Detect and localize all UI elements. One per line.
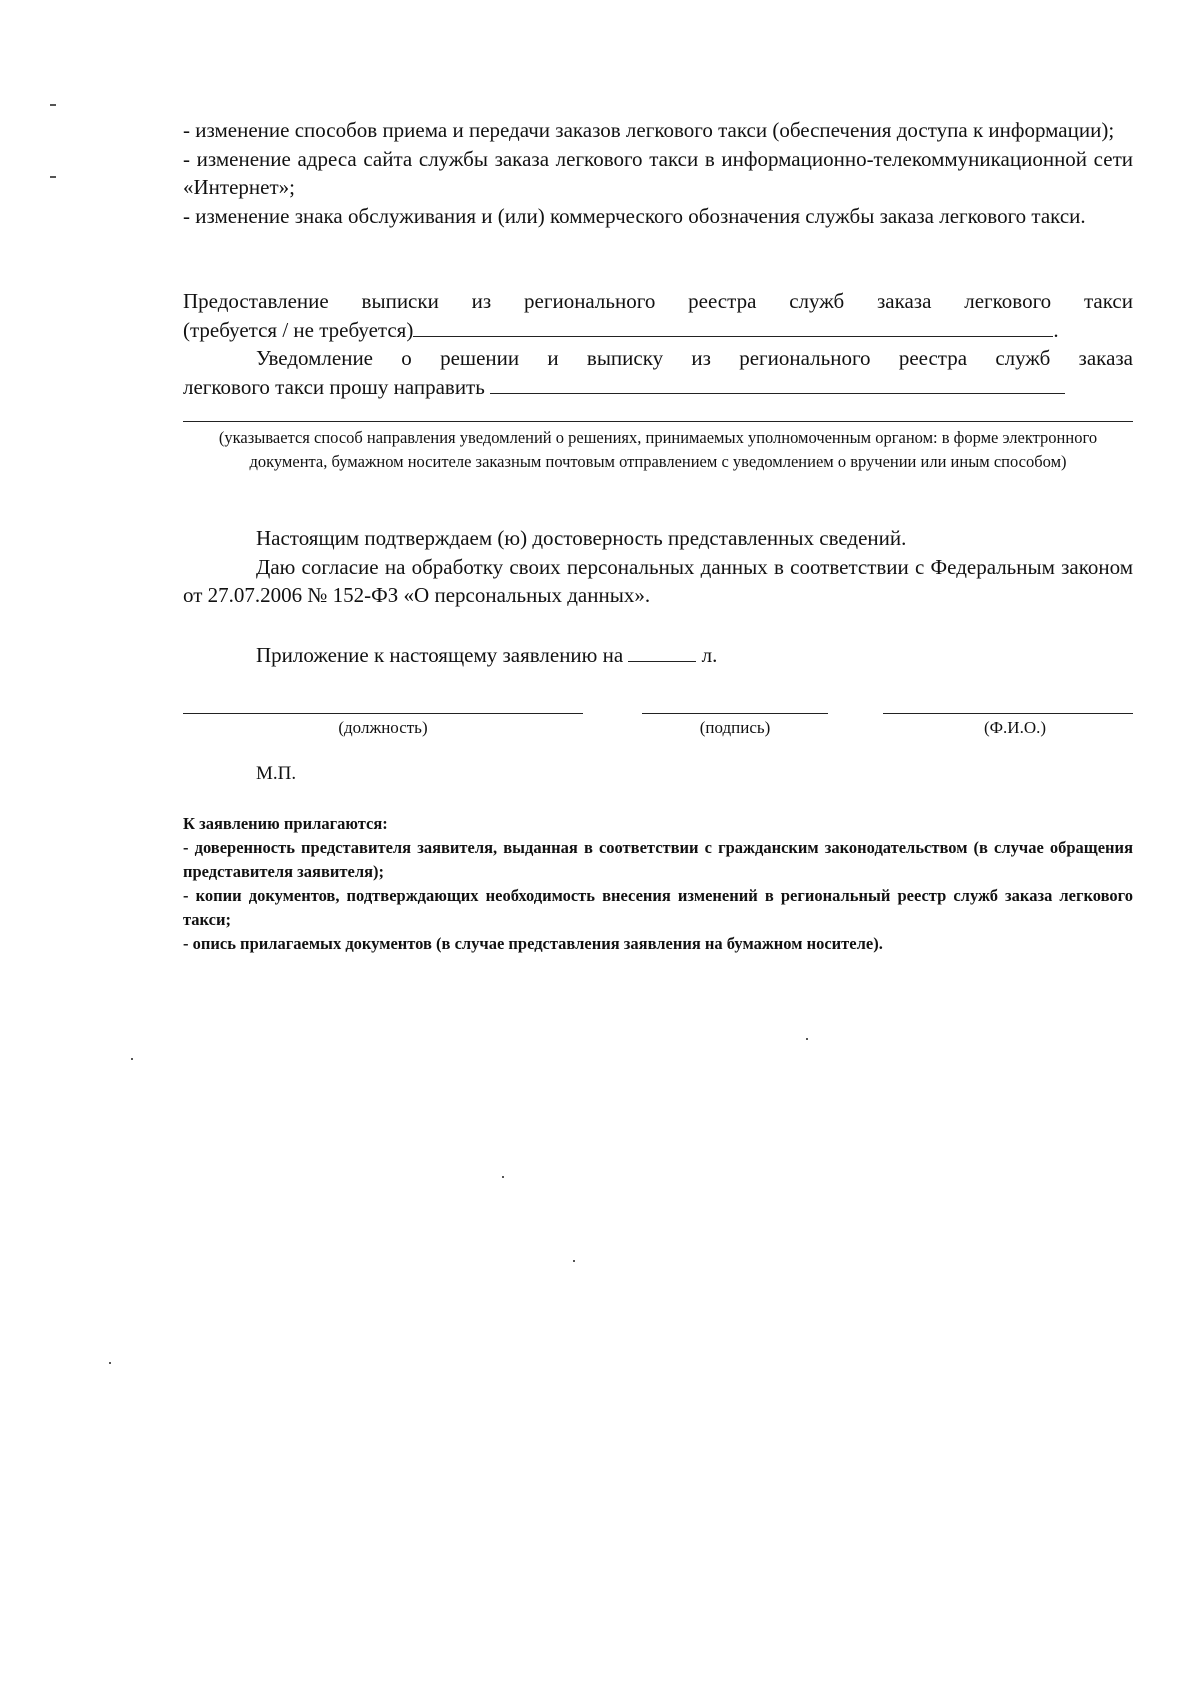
notification-method-field[interactable] (490, 375, 1065, 394)
attachments-heading: К заявлению прилагаются: (183, 814, 388, 833)
scan-mark (50, 104, 56, 106)
extract-line-2 (183, 316, 1133, 345)
scan-mark (573, 1260, 575, 1262)
stamp-label: М.П. (256, 763, 297, 784)
scan-mark (131, 1058, 133, 1060)
attachment-item: - опись прилагаемых документов (в случае представления заявления на бумажном носителе). (183, 934, 883, 953)
position-line[interactable] (183, 713, 583, 714)
name-line[interactable] (883, 713, 1133, 714)
name-label: (Ф.И.О.) (983, 718, 1047, 737)
notification-request (183, 344, 1133, 401)
scan-mark (50, 176, 56, 178)
notification-line-1: Уведомление о решении и выписку из регионального реестра служб заказа (256, 346, 1133, 370)
extract-line-1: Предоставление выписки из регионального реестра служб заказа легкового такси (183, 289, 1133, 313)
extract-request (183, 287, 1133, 344)
appendix-suffix: л. (701, 643, 718, 667)
position-label: (должность) (338, 718, 428, 737)
notification-label: легкового такси прошу направить (183, 374, 485, 399)
list-item: - изменение адреса сайта службы заказа легкового такси в информационно-телекоммуникационной сети «Интернет»; (183, 146, 1133, 199)
scan-mark (806, 1038, 808, 1040)
appendix-line (183, 641, 1133, 670)
notification-line-2 (183, 373, 1133, 402)
extract-options: (требуется / не требуется) (183, 317, 414, 342)
notification-method-line (183, 421, 1133, 422)
appendix-pages-field[interactable] (628, 643, 696, 662)
list-item: - изменение способов приема и передачи заказов легкового такси (обеспечения доступа к информации); (183, 118, 1115, 142)
attachments-block (183, 812, 1133, 956)
list-item: - изменение знака обслуживания и (или) коммерческого обозначения службы заказа легкового такси. (183, 203, 1086, 228)
confirmation-text: Настоящим подтверждаем (ю) достоверность представленных сведений. (256, 526, 907, 550)
changes-list (183, 116, 1133, 230)
method-note: (указывается способ направления уведомлений о решениях, принимаемых уполномоченным органом: в форме электронного документа, бумажном носителе заказным почтовым отправлением с уведомлением о вручении или иным способом) (218, 428, 1098, 471)
scan-mark (502, 1176, 504, 1178)
signature-label: (подпись) (699, 718, 771, 737)
signature-line[interactable] (642, 713, 828, 714)
attachment-item: - копии документов, подтверждающих необходимость внесения изменений в региональный реестр служб заказа легкового такси; (183, 886, 1133, 929)
scan-mark (109, 1362, 111, 1364)
consent-text: Даю согласие на обработку своих персональных данных в соответствии с Федеральным законом от 27.07.2006 № 152-ФЗ «О персональных данных». (183, 554, 1133, 607)
extract-end-mark: . (1053, 317, 1059, 342)
appendix-block (183, 641, 1133, 670)
extract-answer-field[interactable] (413, 318, 1053, 337)
attachment-item: - доверенность представителя заявителя, выданная в соответствии с гражданским законодательством (в случае обращения представителя заявителя); (183, 838, 1133, 881)
confirmation-block (183, 524, 1133, 610)
appendix-prefix: Приложение к настоящему заявлению на (256, 643, 624, 667)
